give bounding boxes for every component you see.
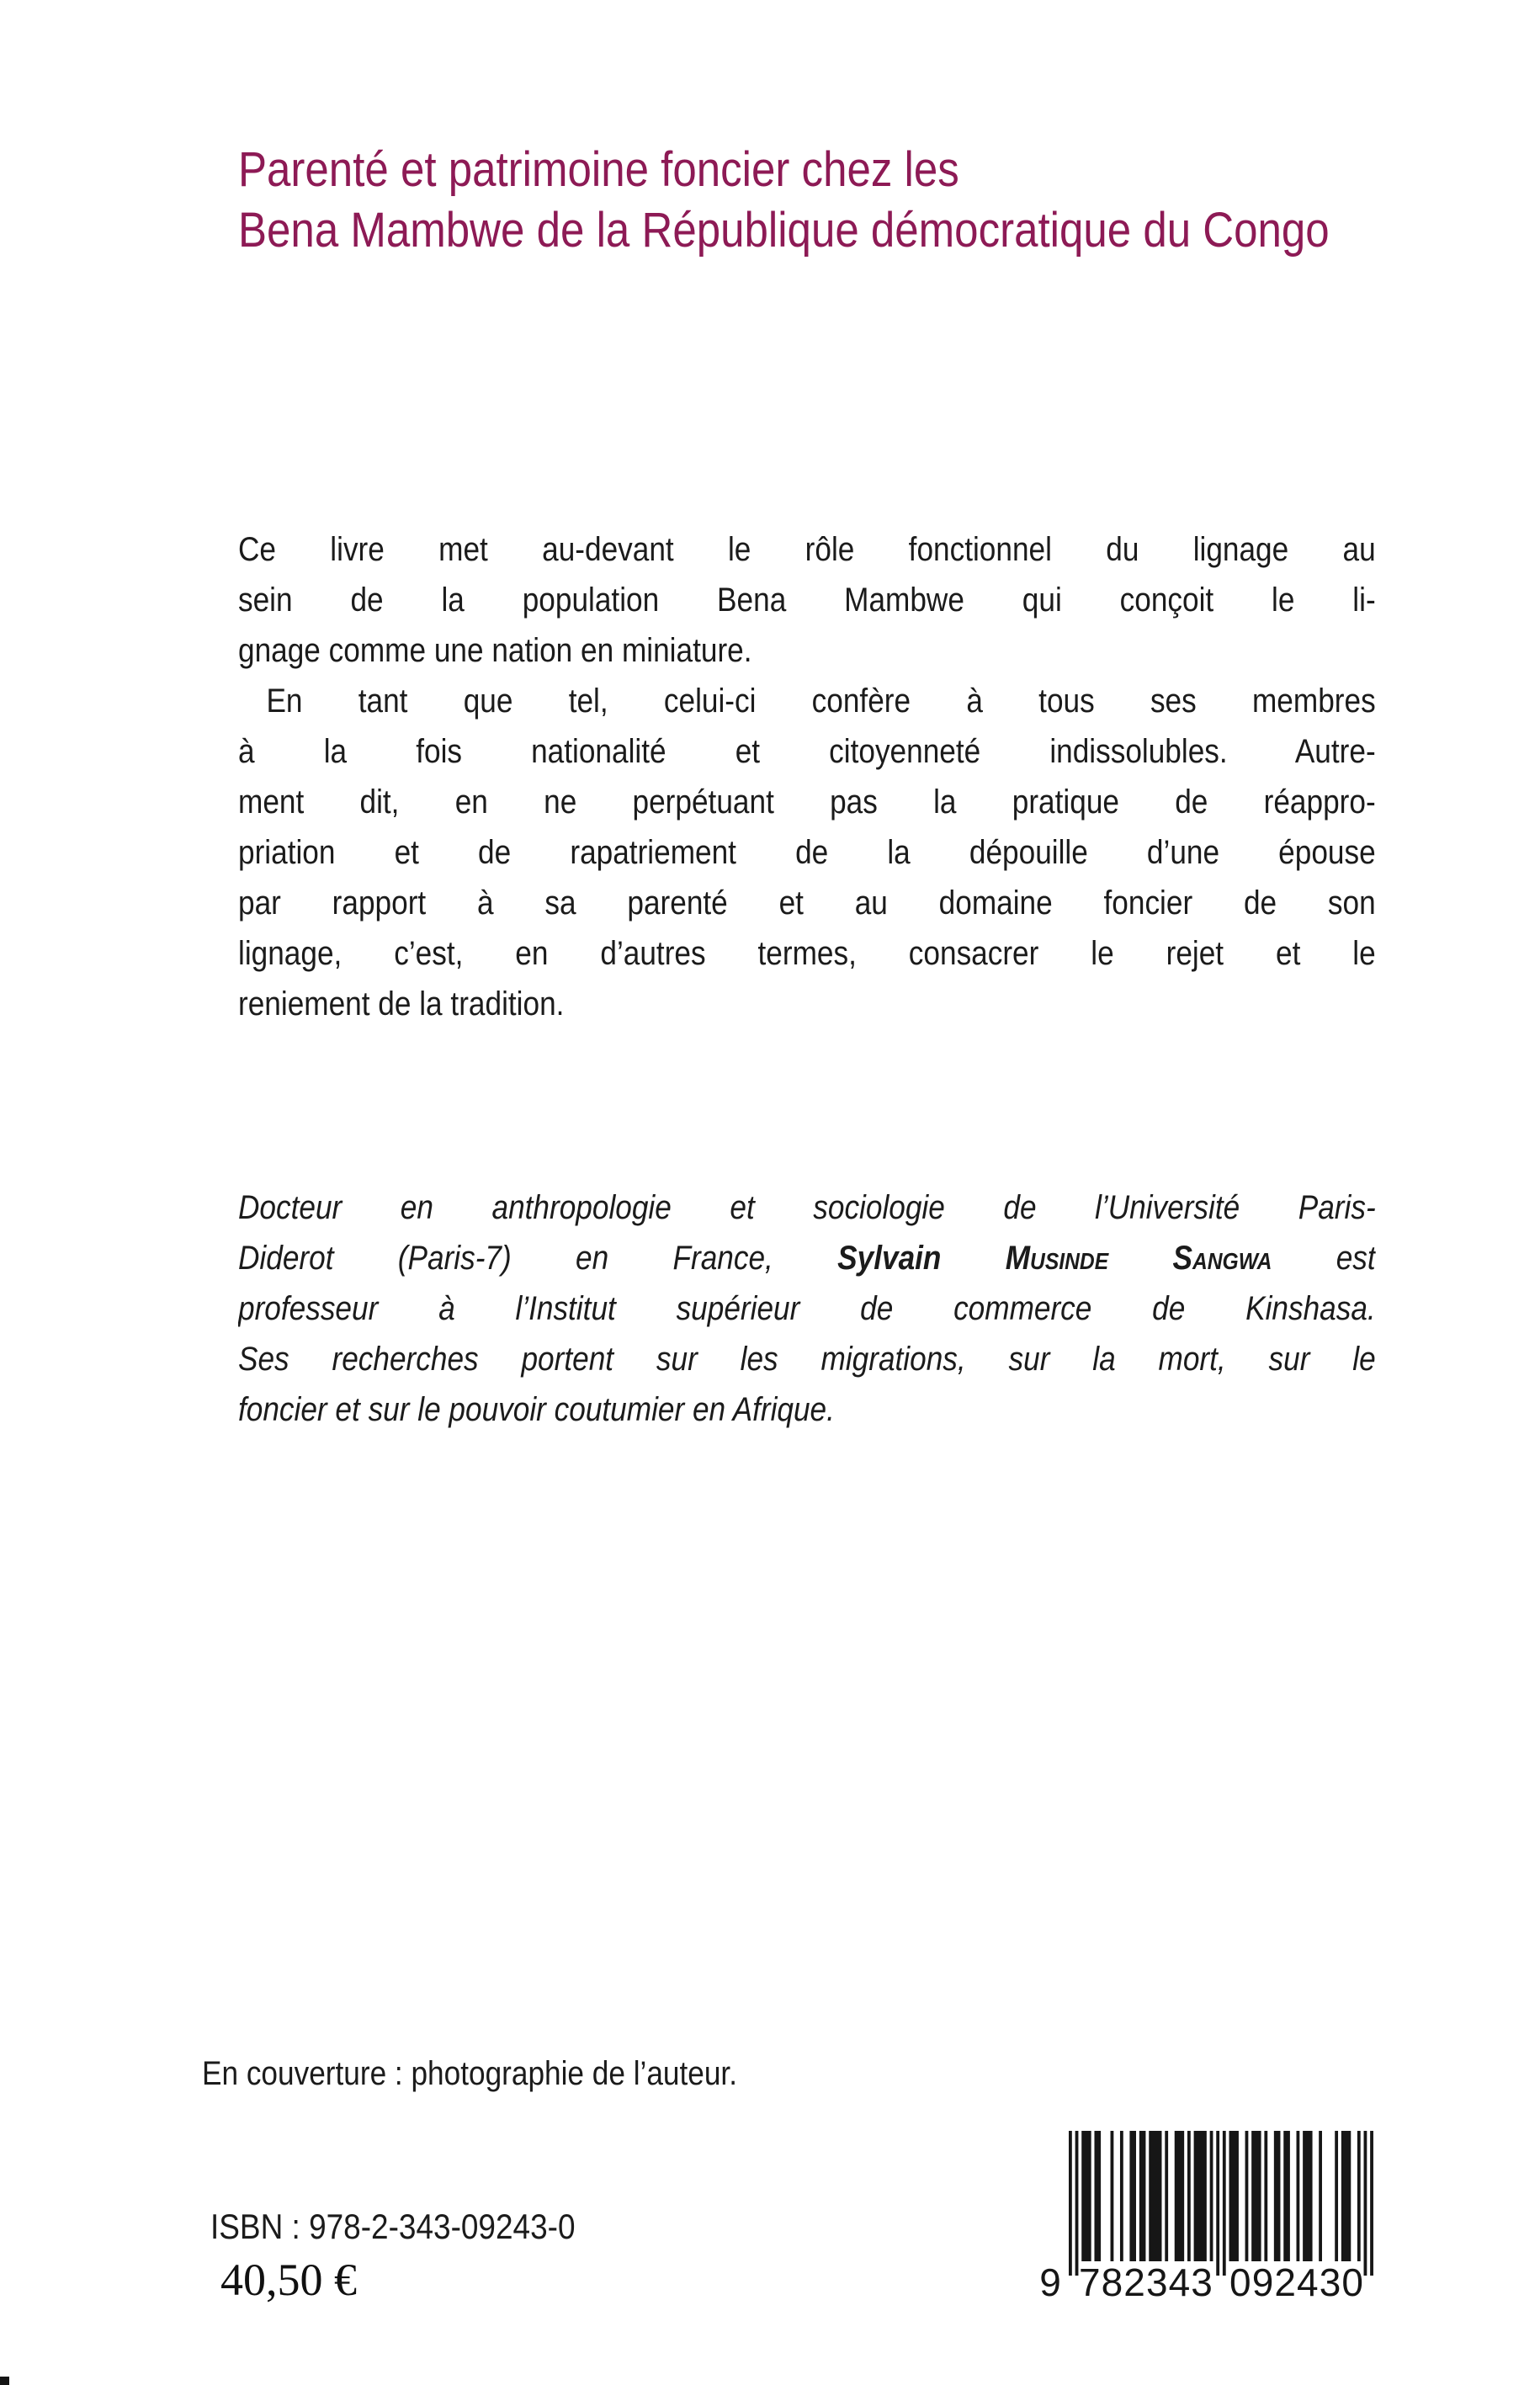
synopsis-paragraphs: [238, 524, 1376, 1029]
text-segment: Docteur en anthropologie et sociologie de l’Université Paris-: [238, 1189, 1376, 1226]
svg-text:7: 7: [1079, 2260, 1101, 2299]
corner-print-mark: [0, 2377, 9, 2385]
cover-photo-note: En couverture : photographie de l’auteur.: [202, 2055, 737, 2092]
text-line: [238, 200, 1330, 261]
svg-text:3: 3: [1146, 2260, 1168, 2299]
text-segment: par rapport à sa parenté et au domaine foncier de son: [238, 884, 1376, 922]
text-line: [238, 1182, 1376, 1233]
text-line: [238, 1384, 1376, 1435]
svg-text:4: 4: [1168, 2260, 1191, 2299]
text-segment: Diderot (Paris-7) en France,: [238, 1240, 838, 1277]
text-line: [238, 575, 1376, 625]
text-line: [238, 1334, 1376, 1384]
text-line: [238, 1233, 1376, 1283]
price-text: 40,50 €: [220, 2255, 357, 2305]
author-bio: [238, 1182, 1376, 1435]
ean13-barcode-svg: [1037, 2131, 1382, 2299]
text-line: [238, 1283, 1376, 1334]
text-segment: ment dit, en ne perpétuant pas la pratique de réappro-: [238, 783, 1376, 821]
isbn-text: ISBN : 978-2-343-09243-0: [210, 2207, 576, 2246]
text-segment: sein de la population Bena Mambwe qui conçoit le li-: [238, 582, 1376, 619]
text-line: [238, 827, 1376, 878]
text-segment: En tant que tel, celui-ci confère à tous ses membres: [266, 683, 1376, 720]
text-segment: professeur à l’Institut supérieur de commerce de Kinshasa.: [238, 1290, 1376, 1327]
svg-text:2: 2: [1123, 2260, 1145, 2299]
text-segment: Ses recherches portent sur les migrations, sur la mort, sur le: [238, 1341, 1376, 1378]
text-segment: à la fois nationalité et citoyenneté indissolubles. Autre-: [238, 733, 1376, 770]
text-segment: est: [1272, 1240, 1376, 1277]
text-line: [238, 878, 1376, 928]
text-segment: Bena Mambwe de la République démocratique du Congo: [238, 203, 1330, 258]
svg-text:9: 9: [1251, 2260, 1274, 2299]
svg-text:0: 0: [1341, 2260, 1363, 2299]
text-line: [238, 524, 1376, 575]
text-segment: lignage, c’est, en d’autres termes, consacrer le rejet et le: [238, 935, 1376, 972]
text-line: [238, 979, 1376, 1029]
text-line: [238, 777, 1376, 827]
text-segment: gnage comme une nation en miniature.: [238, 632, 752, 669]
text-segment: Musinde Sangwa: [1005, 1240, 1272, 1277]
text-line: [238, 726, 1376, 777]
text-line: [238, 676, 1376, 726]
svg-text:3: 3: [1191, 2260, 1213, 2299]
text-segment: Sylvain: [837, 1240, 1006, 1277]
svg-text:2: 2: [1274, 2260, 1296, 2299]
svg-text:0: 0: [1229, 2260, 1251, 2299]
svg-text:9: 9: [1039, 2260, 1061, 2299]
svg-text:3: 3: [1319, 2260, 1341, 2299]
text-line: [238, 928, 1376, 979]
text-line: [238, 140, 1330, 200]
text-segment: reniement de la tradition.: [238, 985, 565, 1023]
text-segment: foncier et sur le pouvoir coutumier en Afrique.: [238, 1391, 835, 1428]
text-segment: priation et de rapatriement de la dépouille d’une épouse: [238, 834, 1376, 871]
text-line: [238, 625, 1376, 676]
svg-text:8: 8: [1101, 2260, 1123, 2299]
ean13-barcode: [1037, 2131, 1382, 2299]
text-segment: Ce livre met au-devant le rôle fonctionnel du lignage au: [238, 531, 1376, 568]
text-segment: Parenté et patrimoine foncier chez les: [238, 142, 959, 197]
svg-text:4: 4: [1297, 2260, 1319, 2299]
book-title: [238, 140, 1330, 261]
